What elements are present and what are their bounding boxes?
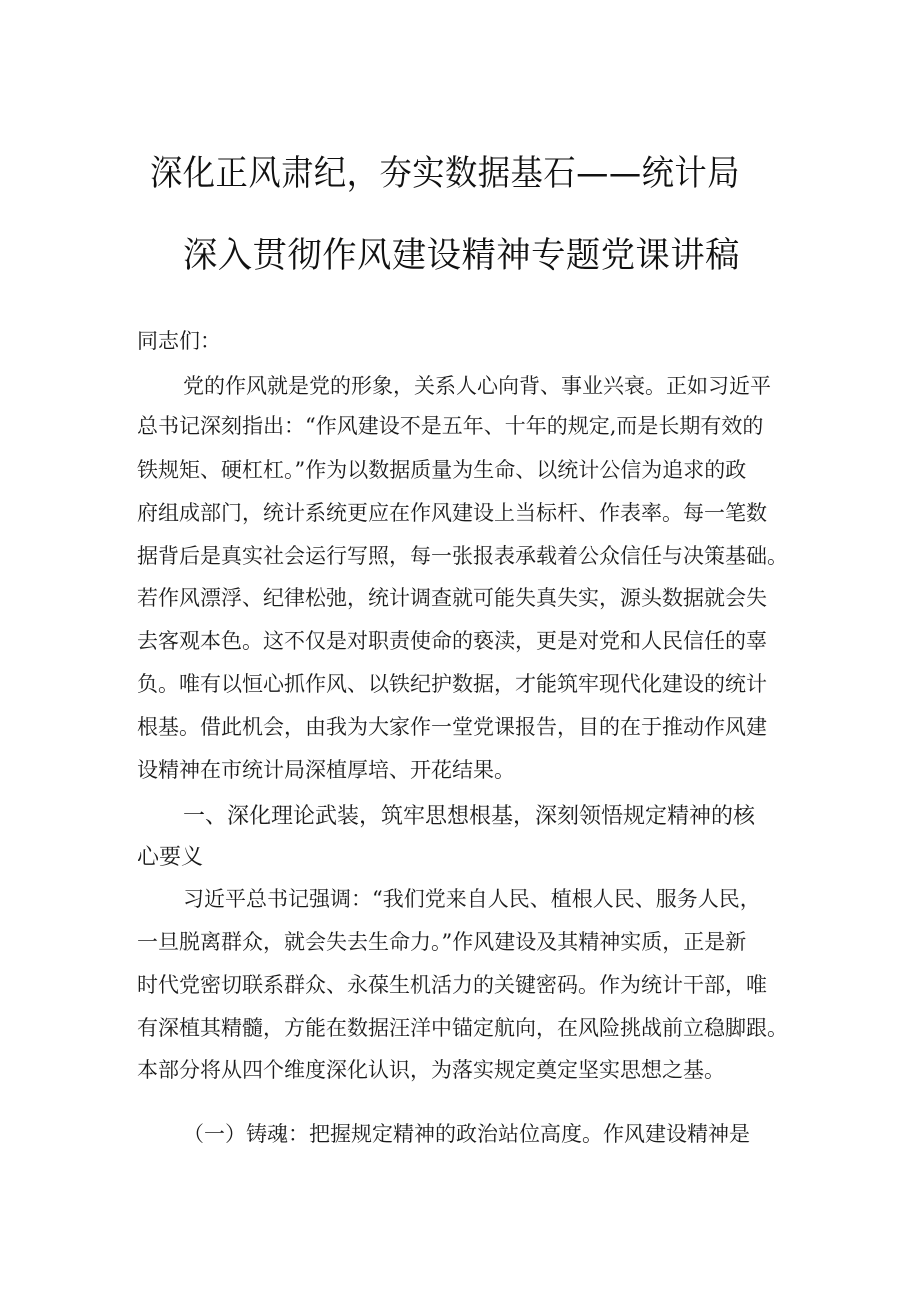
paragraph1-line-7: 去客观本色。这不仅是对职责使命的亵渎，更是对党和人民信任的辜	[137, 629, 767, 653]
paragraph1-line-10: 设精神在市统计局深植厚培、开花结果。	[137, 758, 515, 782]
paragraph1-line-4: 府组成部门，统计系统更应在作风建设上当标杆、作表率。每一笔数	[137, 501, 767, 525]
section1-heading-line-2: 心要义	[137, 845, 204, 870]
paragraph2-line-2: 一旦脱离群众，就会失去生命力。”作风建设及其精神实质，正是新	[137, 930, 747, 954]
paragraph1-line-6: 若作风漂浮、纪律松弛，统计调查就可能失真失实，源头数据就会失	[137, 586, 767, 610]
document-title-line-1: 深化正风肃纪，夯实数据基石——统计局	[150, 154, 741, 194]
document-title-line-2: 深入贯彻作风建设精神专题党课讲稿	[183, 236, 740, 276]
paragraph1-line-1: 党的作风就是党的形象，关系人心向背、事业兴衰。正如习近平	[183, 374, 771, 398]
paragraph1-line-8: 负。唯有以恒心抓作风、以铁纪护数据，才能筑牢现代化建设的统计	[137, 672, 767, 696]
paragraph2-line-3: 时代党密切联系群众、永葆生机活力的关键密码。作为统计干部，唯	[137, 973, 767, 997]
paragraph1-line-3: 铁规矩、硬杠杠。”作为以数据质量为生命、以统计公信为追求的政	[137, 458, 747, 482]
paragraph2-line-1: 习近平总书记强调：“我们党来自人民、植根人民、服务人民，	[183, 887, 761, 911]
paragraph1-line-9: 根基。借此机会，由我为大家作一堂党课报告，目的在于推动作风建	[137, 715, 767, 739]
greeting: 同志们：	[137, 329, 221, 353]
paragraph2-line-5: 本部分将从四个维度深化认识，为落实规定奠定坚实思想之基。	[137, 1058, 725, 1082]
subsection1-line: （一）铸魂：把握规定精神的政治站位高度。作风建设精神是	[183, 1122, 750, 1146]
paragraph1-line-5: 据背后是真实社会运行写照，每一张报表承载着公众信任与决策基础。	[137, 544, 788, 568]
paragraph2-line-4: 有深植其精髓，方能在数据汪洋中锚定航向，在风险挑战前立稳脚跟。	[137, 1016, 788, 1040]
paragraph1-line-2: 总书记深刻指出：“作风建设不是五年、十年的规定,而是长期有效的	[137, 414, 764, 438]
section1-heading-line-1: 一、深化理论武装，筑牢思想根基，深刻领悟规定精神的核	[183, 804, 756, 829]
